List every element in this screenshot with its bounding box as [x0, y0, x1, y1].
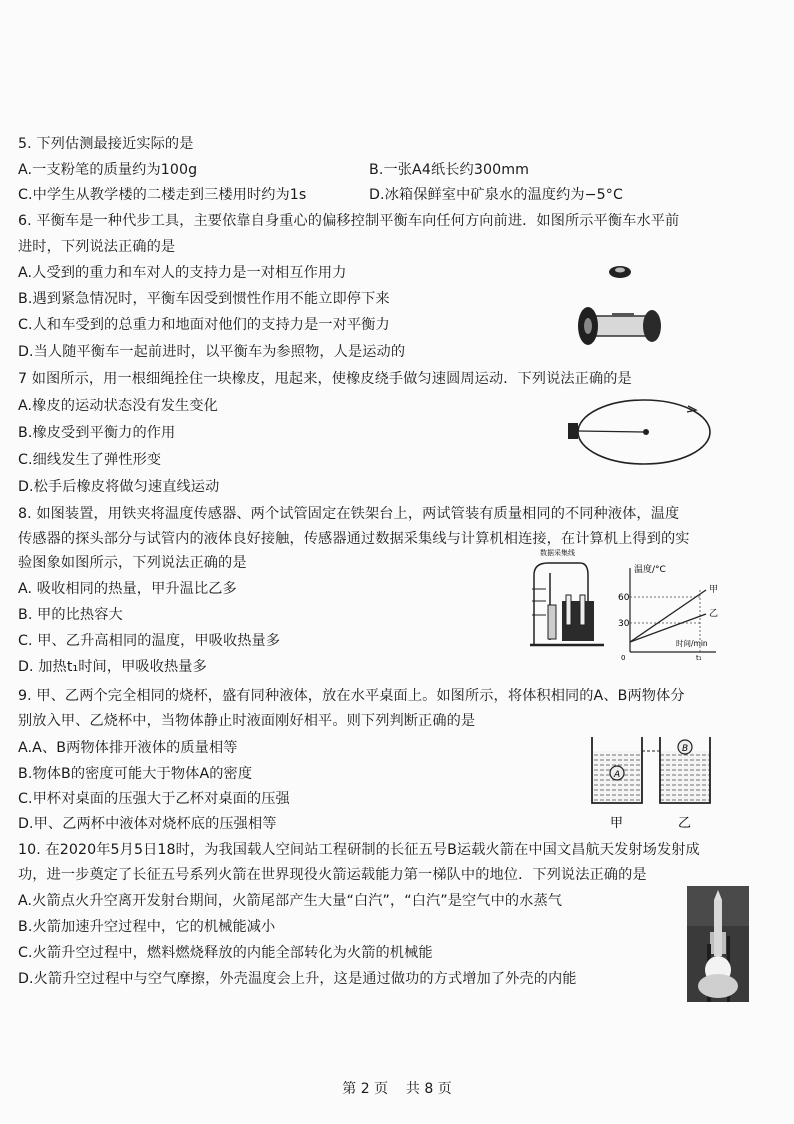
data-cable-label: 数据采集线 — [540, 549, 575, 557]
q9-option-b: B.物体B的密度可能大于物体A的密度 — [18, 766, 253, 782]
q5-option-a: A.一支粉笔的质量约为100g — [18, 162, 198, 178]
q8-option-d: D. 加热t₁时间，甲吸收热量多 — [18, 659, 207, 675]
object-a-label: A — [614, 770, 621, 780]
q5-option-b: B.一张A4纸长约300mm — [369, 162, 530, 178]
q7-option-d: D.松手后橡皮将做匀速直线运动 — [18, 479, 220, 495]
two-beakers-figure — [582, 733, 722, 837]
y-tick-60: 60 — [618, 593, 630, 603]
q7-stem: 7 如图所示，用一根细绳拴住一块橡皮，甩起来，使橡皮绕手做匀速圆周运动．下列说法正确的是 — [18, 371, 632, 387]
rocket-launch-photo — [687, 886, 749, 1002]
q7-option-b: B.橡皮受到平衡力的作用 — [18, 425, 176, 441]
q8-option-a: A. 吸收相同的热量，甲升温比乙多 — [18, 581, 237, 597]
beaker-label-jia: 甲 — [610, 816, 624, 831]
q6-option-b: B.遇到紧急情况时，平衡车因受到惯性作用不能立即停下来 — [18, 291, 390, 307]
origin-label: 0 — [621, 654, 626, 660]
object-b-label: B — [682, 744, 689, 754]
page-number-footer: 第 2 页 共 8 页 — [342, 1081, 452, 1097]
q7-option-a: A.橡皮的运动状态没有发生变化 — [18, 398, 218, 414]
q10-option-c: C.火箭升空过程中，燃料燃烧释放的内能全部转化为火箭的机械能 — [18, 945, 433, 961]
q9-stem-line1: 9. 甲、乙两个完全相同的烧杯，盛有同种液体，放在水平桌面上。如图所示，将体积相同的A、B两物体分 — [18, 688, 685, 704]
y-tick-30: 30 — [618, 619, 630, 629]
q10-option-d: D.火箭升空过程中与空气摩擦，外壳温度会上升，这是通过做功的方式增加了外壳的内能 — [18, 971, 577, 987]
q6-option-c: C.人和车受到的总重力和地面对他们的支持力是一对平衡力 — [18, 317, 390, 333]
q6-stem-line1: 6. 平衡车是一种代步工具，主要依靠自身重心的偏移控制平衡车向任何方向前进．如图所示平衡车水平前 — [18, 213, 680, 229]
temperature-time-graph — [612, 560, 724, 660]
balance-scooter-figure — [572, 258, 672, 358]
series-label-yi: 乙 — [709, 609, 719, 619]
q10-stem-line1: 10. 在2020年5月5日18时，为我国载人空间站工程研制的长征五号B运载火箭在中国文昌航天发射场发射成 — [18, 842, 700, 858]
q10-stem-line2: 功，进一步奠定了长征五号系列火箭在世界现役火箭运载能力第一梯队中的地位．下列说法正确的是 — [18, 867, 647, 883]
q8-option-b: B. 甲的比热容大 — [18, 607, 123, 623]
q10-option-a: A.火箭点火升空离开发射台期间，火箭尾部产生大量“白汽”，“白汽”是空气中的水蒸气 — [18, 893, 563, 909]
circular-motion-figure — [560, 392, 720, 472]
x-axis-label: 时间/min — [676, 639, 708, 648]
series-label-jia: 甲 — [709, 585, 719, 595]
q5-option-d: D.冰箱保鲜室中矿泉水的温度约为−5°C — [369, 187, 623, 203]
q5-stem: 5. 下列估测最接近实际的是 — [18, 136, 194, 152]
q8-option-c: C. 甲、乙升高相同的温度，甲吸收热量多 — [18, 633, 281, 649]
q8-stem-line1: 8. 如图装置，用铁夹将温度传感器、两个试管固定在铁架台上，两试管装有质量相同的不同种液体，温度 — [18, 506, 680, 522]
t1-label: t₁ — [696, 654, 702, 660]
q9-stem-line2: 别放入甲、乙烧杯中，当物体静止时液面刚好相平。则下列判断正确的是 — [18, 713, 476, 729]
q6-option-d: D.当人随平衡车一起前进时，以平衡车为参照物，人是运动的 — [18, 344, 406, 360]
y-axis-label: 温度/°C — [634, 565, 666, 575]
q7-option-c: C.细线发生了弹性形变 — [18, 452, 162, 468]
series-line-jia — [630, 590, 706, 642]
q9-option-c: C.甲杯对桌面的压强大于乙杯对桌面的压强 — [18, 791, 290, 807]
q6-option-a: A.人受到的重力和车对人的支持力是一对相互作用力 — [18, 265, 347, 281]
q5-option-c: C.中学生从教学楼的二楼走到三楼用时约为1s — [18, 187, 307, 203]
q9-option-d: D.甲、乙两杯中液体对烧杯底的压强相等 — [18, 816, 277, 832]
q10-option-b: B.火箭加速升空过程中，它的机械能减小 — [18, 919, 276, 935]
q8-stem-line2: 传感器的探头部分与试管内的液体良好接触，传感器通过数据采集线与计算机相连接，在计算机上得到的实 — [18, 531, 690, 547]
beaker-label-yi: 乙 — [678, 816, 692, 831]
q6-stem-line2: 进时，下列说法正确的是 — [18, 239, 176, 255]
series-line-yi — [630, 614, 706, 642]
q8-stem-line3: 验图象如图所示，下列说法正确的是 — [18, 555, 247, 571]
heating-apparatus-figure — [528, 545, 608, 655]
q9-option-a: A.A、B两物体排开液体的质量相等 — [18, 740, 238, 756]
